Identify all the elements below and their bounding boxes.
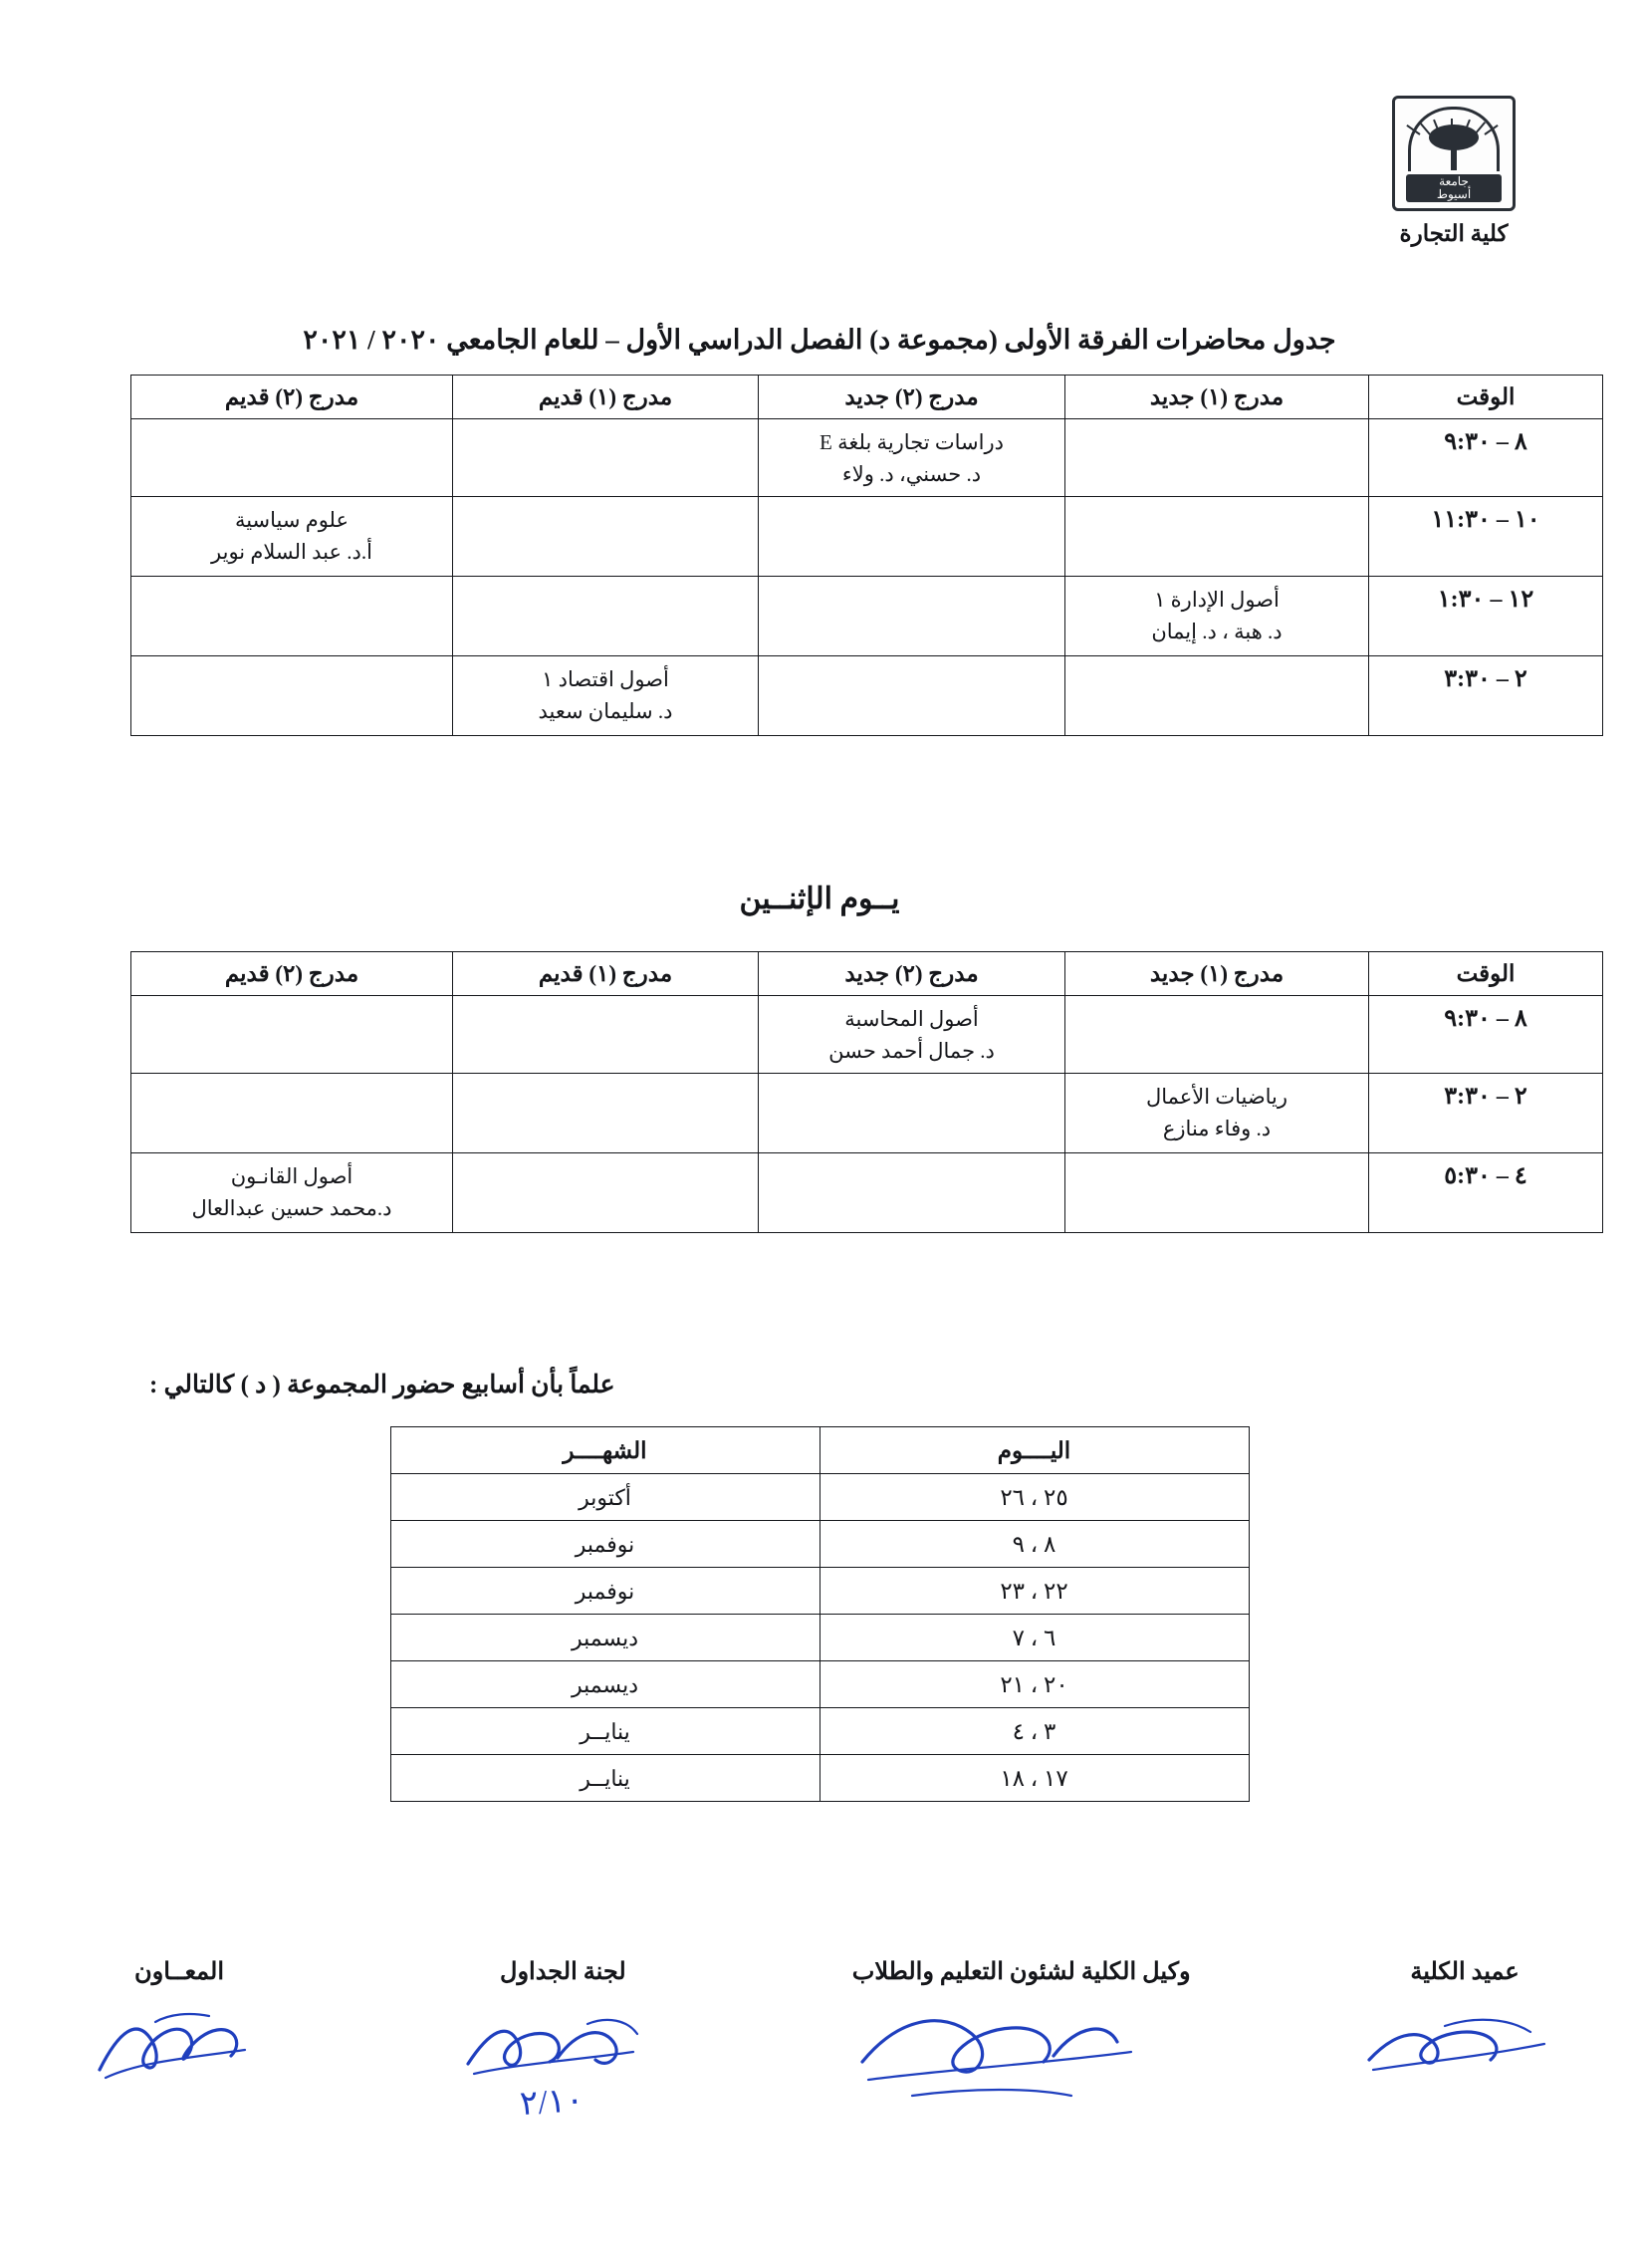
col-header-hall2-old: مدرج (٢) قديم: [131, 952, 453, 996]
col-header-hall1-old: مدرج (١) قديم: [453, 952, 759, 996]
cell-time: ٢ – ٣:٣٠: [1369, 1074, 1603, 1153]
schedule-table-monday: [130, 951, 1603, 1233]
cell-hall1-old: [453, 497, 759, 577]
cell-hall1-new: [1065, 1074, 1369, 1153]
course-name: أصول الإدارة ١: [1154, 588, 1280, 612]
signature-label: لجنة الجداول: [500, 1959, 626, 1985]
cell-hall1-new: [1065, 497, 1369, 577]
table-row: [131, 419, 1603, 497]
table-row: [390, 1661, 1249, 1708]
cell-day: ٨ ، ٩: [820, 1521, 1249, 1568]
course-name: أصول القانـون: [230, 1164, 353, 1188]
schedule-table-first-day: [130, 375, 1603, 736]
university-logo-block: [1354, 96, 1553, 247]
signature-label: عميد الكلية: [1410, 1959, 1520, 1985]
course-name: دراسات تجارية بلغة E: [820, 430, 1004, 454]
teacher-name: د.محمد حسين عبدالعال: [191, 1195, 392, 1220]
signature-block-vice-dean: [808, 1957, 1236, 2096]
col-header-hall1-new: مدرج (١) جديد: [1065, 376, 1369, 419]
cell-hall2-old: [131, 1074, 453, 1153]
cell-hall2-new: [759, 656, 1065, 736]
seal-text-line1: جامعة: [1439, 174, 1469, 188]
cell-time: ٨ – ٩:٣٠: [1369, 419, 1603, 497]
signature-mark: [1330, 2000, 1599, 2096]
cell-time: ٤ – ٥:٣٠: [1369, 1153, 1603, 1233]
table-row: [131, 1074, 1603, 1153]
teacher-name: د. هبة ، د. إيمان: [1151, 619, 1283, 643]
cell-time: ٢ – ٣:٣٠: [1369, 656, 1603, 736]
teacher-name: د. حسني، د. ولاء: [841, 461, 982, 486]
signature-block-dean: [1330, 1957, 1599, 2096]
cell-day: ٦ ، ٧: [820, 1615, 1249, 1661]
col-header-hall2-new: مدرج (٢) جديد: [759, 952, 1065, 996]
cell-day: ٢٥ ، ٢٦: [820, 1474, 1249, 1521]
cell-hall1-old: [453, 1153, 759, 1233]
cell-day: ٢٢ ، ٢٣: [820, 1568, 1249, 1615]
signature-block-schedules-committee: [413, 1957, 712, 2096]
table-row: [390, 1521, 1249, 1568]
cell-hall2-old: [131, 577, 453, 656]
table-row: [131, 656, 1603, 736]
cell-hall2-old: [131, 1153, 453, 1233]
table-row: [131, 1153, 1603, 1233]
signature-block-assistant: [40, 1957, 319, 2096]
cell-hall2-new: [759, 577, 1065, 656]
cell-hall1-new: [1065, 419, 1369, 497]
course-name: أصول اقتصاد ١: [542, 667, 669, 691]
cell-hall1-old: [453, 656, 759, 736]
table-row: [390, 1708, 1249, 1755]
table-row: [131, 577, 1603, 656]
col-header-day: اليــــوم: [820, 1427, 1249, 1474]
table-row: [390, 1755, 1249, 1802]
cell-hall2-old: [131, 656, 453, 736]
table-row: [390, 1474, 1249, 1521]
cell-month: أكتوبر: [390, 1474, 820, 1521]
college-name: كلية التجارة: [1399, 221, 1509, 246]
day-heading-monday: يــوم الإثنــين: [739, 882, 900, 915]
table-row: [131, 497, 1603, 577]
cell-hall2-new: [759, 996, 1065, 1074]
seal-text-line2: أسيوط: [1436, 187, 1472, 201]
cell-hall1-new: [1065, 996, 1369, 1074]
table-row: [390, 1568, 1249, 1615]
signature-row: [40, 1957, 1599, 2096]
col-header-time: الوقت: [1369, 952, 1603, 996]
cell-hall1-old: [453, 577, 759, 656]
cell-hall2-new: [759, 419, 1065, 497]
cell-time: ١٢ – ١:٣٠: [1369, 577, 1603, 656]
cell-day: ١٧ ، ١٨: [820, 1755, 1249, 1802]
course-name: أصول المحاسبة: [844, 1007, 979, 1031]
col-header-hall2-old: مدرج (٢) قديم: [131, 376, 453, 419]
table-row: [131, 996, 1603, 1074]
cell-hall2-new: [759, 497, 1065, 577]
cell-hall1-old: [453, 419, 759, 497]
cell-month: نوفمبر: [390, 1521, 820, 1568]
teacher-name: د. وفاء منازع: [1162, 1116, 1272, 1140]
page-title: جدول محاضرات الفرقة الأولى (مجموعة د) الفصل الدراسي الأول – للعام الجامعي ٢٠٢٠ / ٢٠٢١: [303, 325, 1336, 355]
table-row: [390, 1615, 1249, 1661]
teacher-name: د. جمال أحمد حسن: [828, 1038, 995, 1063]
handwritten-date: ٢/١٠: [518, 2081, 585, 2124]
teacher-name: د. سليمان سعيد: [538, 698, 673, 723]
cell-time: ٨ – ٩:٣٠: [1369, 996, 1603, 1074]
signature-mark: [40, 2000, 319, 2096]
cell-month: ينايــر: [390, 1708, 820, 1755]
cell-hall2-new: [759, 1153, 1065, 1233]
university-seal-icon: [1392, 96, 1516, 211]
teacher-name: أ.د. عبد السلام نوير: [211, 539, 372, 564]
attendance-note: علماً بأن أسابيع حضور المجموعة ( د ) كالتالي :: [149, 1372, 615, 1398]
col-header-month: الشهــــر: [390, 1427, 820, 1474]
cell-hall1-new: [1065, 1153, 1369, 1233]
signature-mark: [808, 2000, 1236, 2096]
weeks-header-row: [390, 1427, 1249, 1474]
cell-hall2-old: [131, 419, 453, 497]
cell-hall1-old: [453, 1074, 759, 1153]
table-header-row: [131, 376, 1603, 419]
attendance-weeks-table: [390, 1426, 1250, 1802]
cell-day: ٣ ، ٤: [820, 1708, 1249, 1755]
cell-hall2-new: [759, 1074, 1065, 1153]
cell-month: ديسمبر: [390, 1661, 820, 1708]
course-name: رياضيات الأعمال: [1145, 1085, 1288, 1109]
cell-month: نوفمبر: [390, 1568, 820, 1615]
cell-hall1-old: [453, 996, 759, 1074]
cell-month: ينايــر: [390, 1755, 820, 1802]
cell-day: ٢٠ ، ٢١: [820, 1661, 1249, 1708]
course-name: علوم سياسية: [234, 508, 350, 532]
cell-hall1-new: [1065, 577, 1369, 656]
table-header-row: [131, 952, 1603, 996]
col-header-hall1-old: مدرج (١) قديم: [453, 376, 759, 419]
cell-month: ديسمبر: [390, 1615, 820, 1661]
signature-label: وكيل الكلية لشئون التعليم والطلاب: [851, 1959, 1191, 1985]
cell-hall2-old: [131, 996, 453, 1074]
cell-hall2-old: [131, 497, 453, 577]
cell-hall1-new: [1065, 656, 1369, 736]
signature-label: المعــاون: [134, 1959, 225, 1985]
col-header-hall1-new: مدرج (١) جديد: [1065, 952, 1369, 996]
seal-ribbon: [1406, 174, 1502, 202]
cell-time: ١٠ – ١١:٣٠: [1369, 497, 1603, 577]
col-header-time: الوقت: [1369, 376, 1603, 419]
col-header-hall2-new: مدرج (٢) جديد: [759, 376, 1065, 419]
